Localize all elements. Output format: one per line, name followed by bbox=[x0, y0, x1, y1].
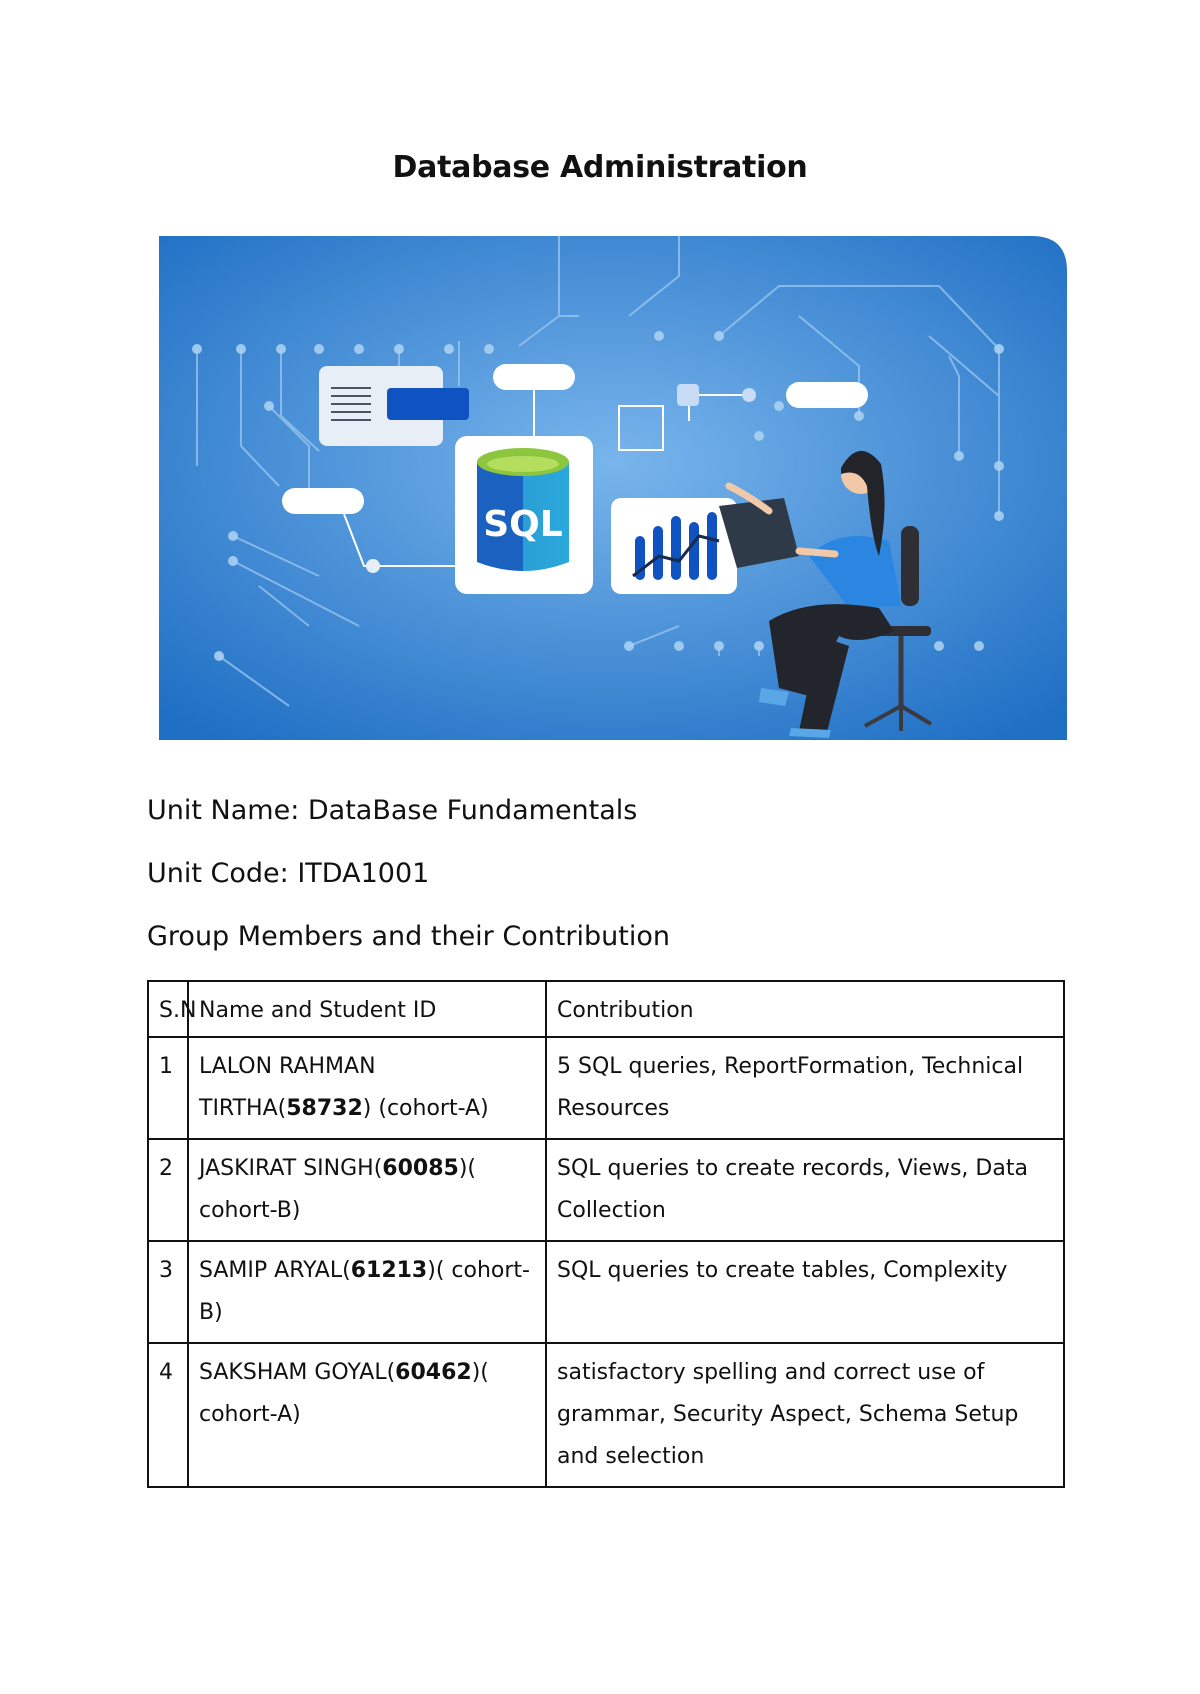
row-name-cell bbox=[188, 1037, 546, 1139]
header-name: Name and Student ID bbox=[188, 981, 546, 1037]
member-cohort: )( cohort-A) bbox=[199, 1360, 489, 1427]
page-title: Database Administration bbox=[392, 150, 808, 185]
row-contribution: SQL queries to create records, Views, Data Collection bbox=[546, 1139, 1064, 1241]
row-contribution: 5 SQL queries, ReportFormation, Technical Resources bbox=[546, 1037, 1064, 1139]
group-members-heading: Group Members and their Contribution bbox=[147, 921, 671, 952]
row-contribution: SQL queries to create tables, Complexity bbox=[546, 1241, 1064, 1343]
table-header-row bbox=[148, 981, 1064, 1037]
group-members-table bbox=[147, 980, 1065, 1488]
member-cohort: ) (cohort-A) bbox=[362, 1096, 489, 1121]
card-accent bbox=[387, 388, 469, 420]
header-sn: S.N bbox=[148, 981, 188, 1037]
student-id: 60085 bbox=[382, 1156, 459, 1181]
header-contribution: Contribution bbox=[546, 981, 1064, 1037]
student-id: 61213 bbox=[350, 1258, 428, 1283]
member-name: JASKIRAT SINGH( bbox=[199, 1156, 383, 1181]
table-row bbox=[148, 1343, 1064, 1487]
student-id: 60462 bbox=[395, 1360, 472, 1385]
member-name: SAKSHAM GOYAL( bbox=[199, 1360, 396, 1385]
table-row bbox=[148, 1139, 1064, 1241]
table-row bbox=[148, 1037, 1064, 1139]
unit-code-line: Unit Code: ITDA1001 bbox=[147, 858, 430, 889]
row-sn: 4 bbox=[148, 1343, 188, 1487]
sql-banner-illustration bbox=[159, 236, 1067, 740]
student-id: 58732 bbox=[286, 1096, 363, 1121]
row-name-cell bbox=[188, 1139, 546, 1241]
row-sn: 3 bbox=[148, 1241, 188, 1343]
row-sn: 1 bbox=[148, 1037, 188, 1139]
member-name: LALON RAHMAN TIRTHA( bbox=[199, 1054, 376, 1121]
row-sn: 2 bbox=[148, 1139, 188, 1241]
table-row bbox=[148, 1241, 1064, 1343]
unit-name-line: Unit Name: DataBase Fundamentals bbox=[147, 795, 638, 826]
sql-label: SQL bbox=[483, 504, 563, 545]
member-cohort: )( cohort-B) bbox=[199, 1258, 530, 1325]
row-name-cell bbox=[188, 1343, 546, 1487]
member-name: SAMIP ARYAL( bbox=[199, 1258, 351, 1283]
row-name-cell bbox=[188, 1241, 546, 1343]
row-contribution: satisfactory spelling and correct use of grammar, Security Aspect, Schema Setup and selection bbox=[546, 1343, 1064, 1487]
member-cohort: )( cohort-B) bbox=[199, 1156, 477, 1223]
